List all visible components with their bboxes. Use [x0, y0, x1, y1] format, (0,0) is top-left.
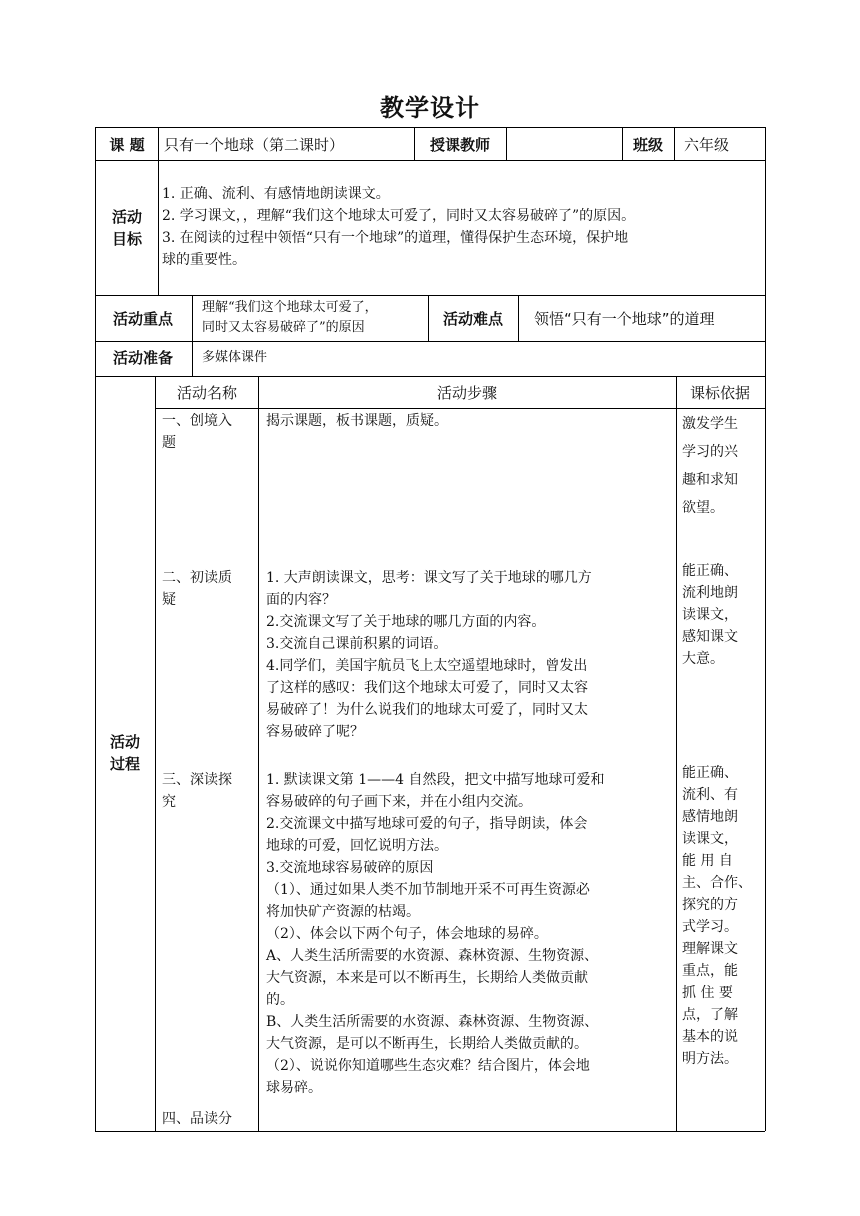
basis-line: 学习的兴 — [682, 444, 738, 460]
stage-name-line: 四、品读分 — [162, 1111, 232, 1127]
focus-line: 理解“我们这个地球太可爱了， — [202, 300, 378, 315]
stage-name-line: 疑 — [162, 592, 176, 608]
step-line: 了这样的感叹：我们这个地球太可爱了，同时又太容 — [266, 680, 588, 696]
prep-value: 多媒体课件 — [202, 350, 268, 365]
stage-steps — [266, 769, 605, 1099]
table-rule — [192, 341, 193, 376]
step-line: 大气资源，本来是可以不断再生，长期给人类做贡献 — [266, 970, 588, 986]
basis-line: 抓 住 要 — [682, 985, 733, 1001]
basis-line: 大意。 — [682, 651, 724, 667]
basis-line: 激发学生 — [682, 416, 738, 432]
basis-line: 流利、有 — [682, 787, 738, 803]
stage-name-line: 二、初读质 — [162, 570, 232, 586]
basis-line: 能正确、 — [682, 563, 738, 579]
step-line: 1. 大声朗读课文，思考：课文写了关于地球的哪几方 — [266, 570, 592, 586]
col-header-name: 活动名称 — [176, 384, 237, 402]
goals-label — [96, 206, 158, 250]
step-line: 揭示课题，板书课题，质疑。 — [266, 413, 448, 429]
step-line: 易破碎了！为什么说我们的地球太可爱了，同时又太 — [266, 702, 588, 718]
basis-line: 探究的方 — [682, 897, 738, 913]
class-value: 六年级 — [684, 136, 730, 154]
basis-line: 能 用 自 — [682, 853, 733, 869]
basis-line: 理解课文 — [682, 941, 738, 957]
difficulty-value: 领悟“只有一个地球”的道理 — [534, 310, 715, 328]
stage-steps — [266, 410, 448, 432]
stage-name-line: 题 — [162, 435, 176, 451]
table-rule — [95, 127, 96, 1131]
basis-line: 趣和求知 — [682, 472, 738, 488]
table-rule — [506, 127, 507, 160]
stage-basis — [682, 560, 738, 670]
step-line: A、人类生活所需要的水资源、森林资源、生物资源、 — [266, 948, 599, 964]
basis-line: 欲望。 — [682, 500, 724, 516]
page-title: 教学设计 — [380, 94, 480, 122]
focus-value — [202, 298, 378, 338]
stage-basis — [682, 762, 752, 1070]
table-rule — [192, 295, 193, 341]
stage-name — [162, 1108, 232, 1130]
goals-list — [162, 183, 762, 271]
table-rule — [258, 376, 259, 1131]
table-rule — [95, 295, 765, 296]
focus-line: 同时又太容易破碎了”的原因 — [202, 320, 365, 335]
stage-name-line: 究 — [162, 794, 176, 810]
stage-name — [162, 410, 232, 454]
stage-name — [162, 567, 232, 611]
stage-name-line: 一、创境入 — [162, 413, 232, 429]
topic-value: 只有一个地球（第二课时） — [164, 136, 345, 154]
step-line: 1. 默读课文第 1——4 自然段，把文中描写地球可爱和 — [266, 772, 605, 788]
table-rule — [676, 376, 677, 1131]
process-label — [96, 731, 154, 775]
step-line: 的。 — [266, 992, 294, 1008]
table-rule — [765, 127, 766, 1131]
goal-item: 3. 在阅读的过程中领悟“只有一个地球”的道理，懂得保护生态环境，保护地 — [162, 230, 629, 246]
basis-line: 感情地朗 — [682, 809, 738, 825]
step-line: 2.交流课文写了关于地球的哪几方面的内容。 — [266, 614, 546, 630]
step-line: 大气资源，是可以不断再生，长期给人类做贡献的。 — [266, 1036, 588, 1052]
goal-item: 球的重要性。 — [162, 252, 246, 268]
process-label-line: 过程 — [109, 755, 140, 773]
table-rule — [95, 127, 765, 128]
step-line: （2）、说说你知道哪些生态灾难？结合图片，体会地 — [266, 1058, 590, 1074]
step-line: 地球的可爱，回忆说明方法。 — [266, 838, 448, 854]
stage-name — [162, 769, 232, 813]
step-line: （1）、通过如果人类不加节制地开采不可再生资源必 — [266, 882, 590, 898]
class-label: 班级 — [632, 136, 663, 154]
step-line: 容易破碎的句子画下来，并在小组内交流。 — [266, 794, 532, 810]
basis-line: 点，了解 — [682, 1007, 738, 1023]
prep-label: 活动准备 — [112, 349, 173, 367]
basis-line: 主、合作、 — [682, 875, 752, 891]
basis-line: 基本的说 — [682, 1029, 738, 1045]
step-line: 面的内容？ — [266, 592, 336, 608]
step-line: 3.交流自己课前积累的词语。 — [266, 636, 448, 652]
step-line: 球易碎。 — [266, 1080, 322, 1096]
teacher-label: 授课教师 — [429, 136, 490, 154]
basis-line: 流利地朗 — [682, 585, 738, 601]
basis-line: 式学习。 — [682, 919, 738, 935]
col-header-steps: 活动步骤 — [436, 384, 497, 402]
table-rule — [518, 295, 519, 341]
basis-line: 明方法。 — [682, 1051, 738, 1067]
table-rule — [674, 127, 675, 160]
table-rule — [158, 160, 159, 295]
table-rule — [158, 127, 159, 160]
table-rule — [95, 160, 765, 161]
difficulty-label: 活动难点 — [442, 310, 503, 328]
goal-item: 2. 学习课文，，理解“我们这个地球太可爱了，同时又太容易破碎了”的原因。 — [162, 208, 636, 224]
basis-line: 感知课文 — [682, 629, 738, 645]
basis-line: 读课文， — [682, 831, 738, 847]
goal-item: 1. 正确、流利、有感情地朗读课文。 — [162, 186, 390, 202]
topic-label: 课 题 — [109, 136, 145, 154]
table-rule — [95, 1131, 765, 1132]
step-line: B、人类生活所需要的水资源、森林资源、生物资源、 — [266, 1014, 599, 1030]
step-line: 4.同学们，美国宇航员飞上太空遥望地球时，曾发出 — [266, 658, 588, 674]
goals-label-line: 活动 — [111, 208, 142, 226]
table-rule — [95, 376, 765, 377]
goals-label-line: 目标 — [111, 230, 142, 248]
stage-basis — [682, 410, 738, 522]
basis-line: 能正确、 — [682, 765, 738, 781]
step-line: 容易破碎了呢？ — [266, 724, 364, 740]
step-line: （2）、体会以下两个句子，体会地球的易碎。 — [266, 926, 548, 942]
col-header-basis: 课标依据 — [689, 384, 750, 402]
basis-line: 读课文， — [682, 607, 738, 623]
step-line: 2.交流课文中描写地球可爱的句子，指导朗读，体会 — [266, 816, 588, 832]
step-line: 将加快矿产资源的枯竭。 — [266, 904, 420, 920]
process-label-line: 活动 — [109, 733, 140, 751]
table-rule — [155, 408, 765, 409]
focus-label: 活动重点 — [112, 310, 173, 328]
stage-steps — [266, 567, 592, 743]
table-rule — [155, 376, 156, 1131]
step-line: 3.交流地球容易破碎的原因 — [266, 860, 434, 876]
table-rule — [95, 341, 765, 342]
basis-line: 重点，能 — [682, 963, 738, 979]
stage-name-line: 三、深读探 — [162, 772, 232, 788]
